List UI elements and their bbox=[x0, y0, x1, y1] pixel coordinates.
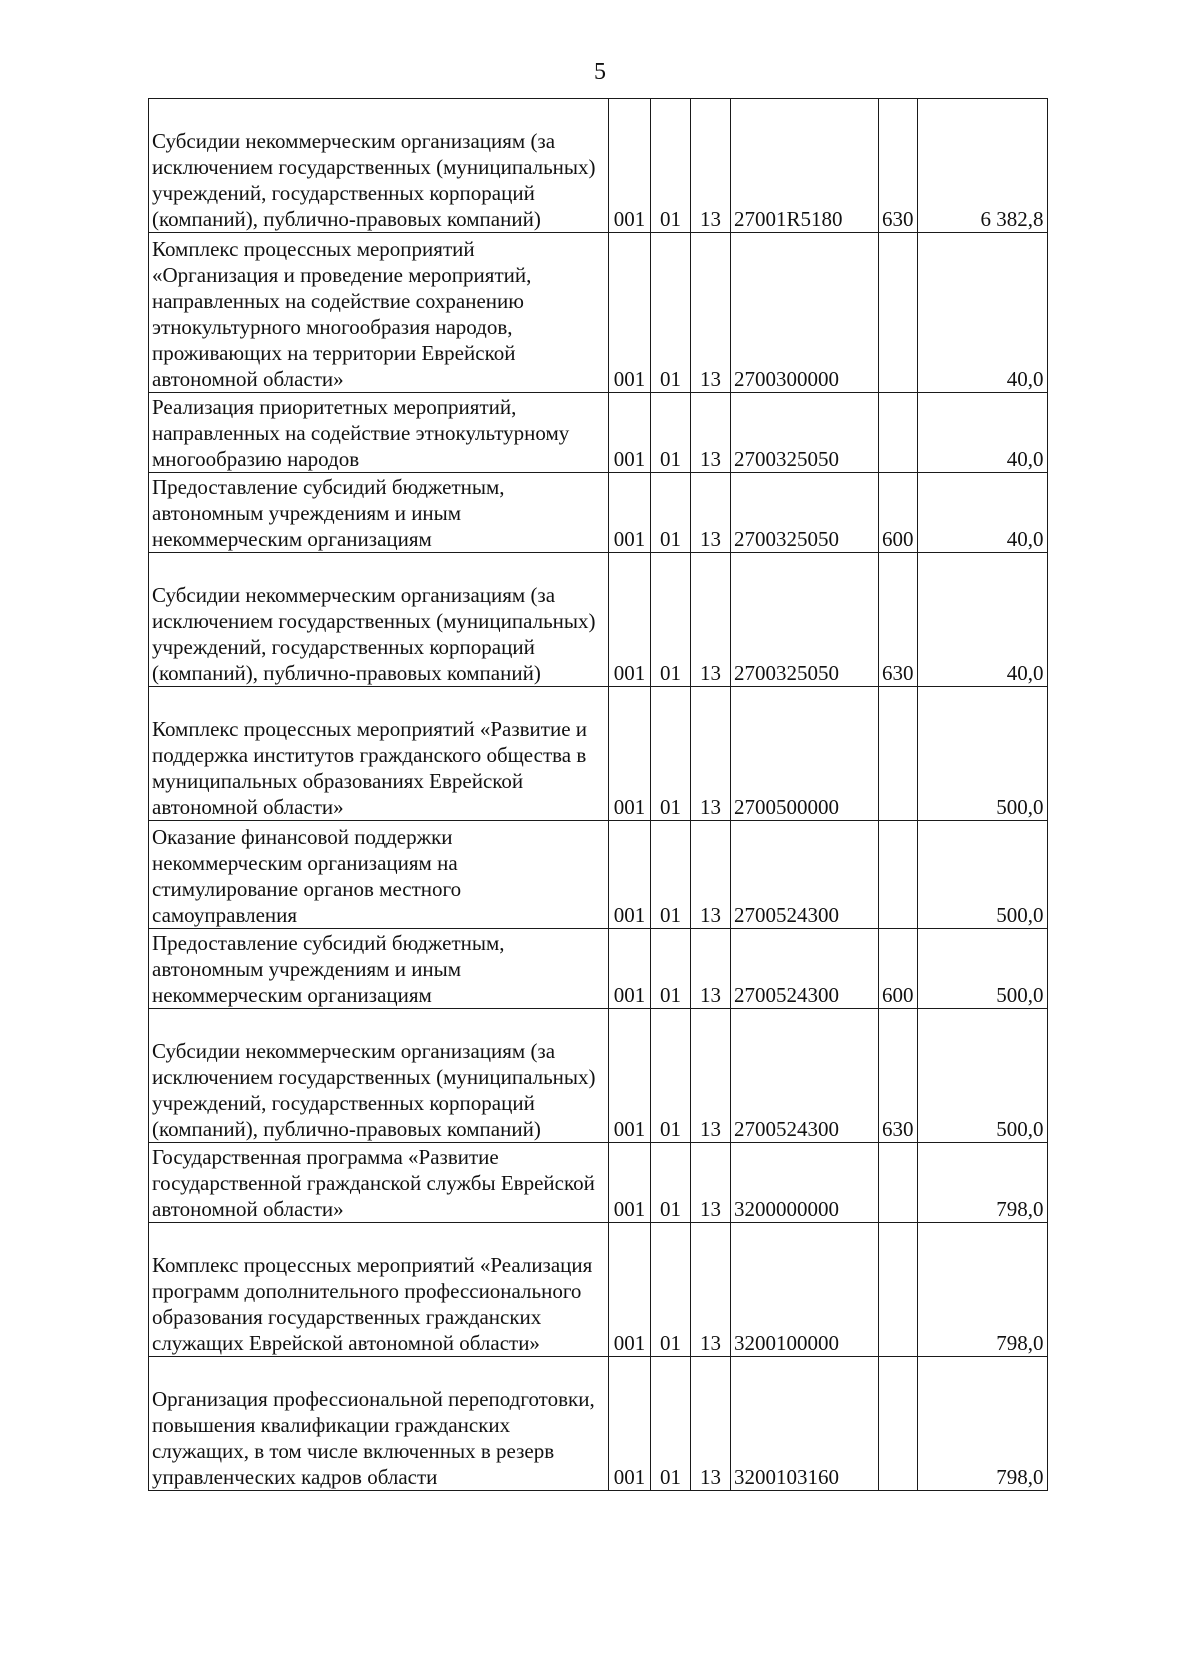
amount: 40,0 bbox=[917, 473, 1047, 553]
table-row bbox=[149, 1143, 1048, 1223]
expense-type bbox=[879, 821, 918, 929]
target-article: 27001R5180 bbox=[731, 99, 879, 233]
subsection-code: 13 bbox=[691, 1357, 731, 1491]
budget-table bbox=[148, 98, 1048, 1491]
item-name: Субсидии некоммерческим организациям (за исключением государственных (муниципальных) учреждений, государственных корпораций (компаний), публично-правовых компаний) bbox=[149, 553, 609, 687]
section-code: 01 bbox=[651, 1223, 691, 1357]
item-name: Комплекс процессных мероприятий «Развитие и поддержка институтов гражданского общества в муниципальных образованиях Еврейской автономной области» bbox=[149, 687, 609, 821]
subsection-code: 13 bbox=[691, 821, 731, 929]
item-name: Предоставление субсидий бюджетным, автономным учреждениям и иным некоммерческим организациям bbox=[149, 929, 609, 1009]
target-article: 3200103160 bbox=[731, 1357, 879, 1491]
expense-type bbox=[879, 687, 918, 821]
ministry-code: 001 bbox=[609, 1223, 651, 1357]
section-code: 01 bbox=[651, 1009, 691, 1143]
expense-type bbox=[879, 1143, 918, 1223]
target-article: 2700325050 bbox=[731, 553, 879, 687]
section-code: 01 bbox=[651, 99, 691, 233]
item-name: Комплекс процессных мероприятий «Реализация программ дополнительного профессионального образования государственных гражданских служащих Еврейской автономной области» bbox=[149, 1223, 609, 1357]
item-name: Комплекс процессных мероприятий «Организация и проведение мероприятий, направленных на содействие сохранению этнокультурного многообразия народов, проживающих на территории Еврейской автономной области» bbox=[149, 233, 609, 393]
subsection-code: 13 bbox=[691, 393, 731, 473]
table-row bbox=[149, 1223, 1048, 1357]
page-number: 5 bbox=[594, 59, 606, 85]
subsection-code: 13 bbox=[691, 233, 731, 393]
expense-type: 630 bbox=[879, 553, 918, 687]
amount: 40,0 bbox=[917, 393, 1047, 473]
target-article: 2700300000 bbox=[731, 233, 879, 393]
subsection-code: 13 bbox=[691, 553, 731, 687]
table-row bbox=[149, 1357, 1048, 1491]
subsection-code: 13 bbox=[691, 929, 731, 1009]
item-name: Государственная программа «Развитие государственной гражданской службы Еврейской автономной области» bbox=[149, 1143, 609, 1223]
target-article: 2700325050 bbox=[731, 393, 879, 473]
item-name: Оказание финансовой поддержки некоммерческим организациям на стимулирование органов местного самоуправления bbox=[149, 821, 609, 929]
expense-type: 630 bbox=[879, 1009, 918, 1143]
ministry-code: 001 bbox=[609, 687, 651, 821]
subsection-code: 13 bbox=[691, 473, 731, 553]
expense-type: 630 bbox=[879, 99, 918, 233]
section-code: 01 bbox=[651, 233, 691, 393]
amount: 40,0 bbox=[917, 233, 1047, 393]
amount: 798,0 bbox=[917, 1143, 1047, 1223]
amount: 40,0 bbox=[917, 553, 1047, 687]
ministry-code: 001 bbox=[609, 473, 651, 553]
item-name: Организация профессиональной переподготовки, повышения квалификации гражданских служащих, в том числе включенных в резерв управленческих кадров области bbox=[149, 1357, 609, 1491]
ministry-code: 001 bbox=[609, 929, 651, 1009]
ministry-code: 001 bbox=[609, 821, 651, 929]
ministry-code: 001 bbox=[609, 1357, 651, 1491]
ministry-code: 001 bbox=[609, 233, 651, 393]
subsection-code: 13 bbox=[691, 1223, 731, 1357]
table-row bbox=[149, 553, 1048, 687]
ministry-code: 001 bbox=[609, 99, 651, 233]
table-row bbox=[149, 473, 1048, 553]
table-row bbox=[149, 929, 1048, 1009]
table-row bbox=[149, 687, 1048, 821]
section-code: 01 bbox=[651, 553, 691, 687]
amount: 500,0 bbox=[917, 1009, 1047, 1143]
amount: 500,0 bbox=[917, 687, 1047, 821]
amount: 798,0 bbox=[917, 1357, 1047, 1491]
budget-table-body bbox=[149, 99, 1048, 1491]
ministry-code: 001 bbox=[609, 1143, 651, 1223]
item-name: Субсидии некоммерческим организациям (за исключением государственных (муниципальных) учреждений, государственных корпораций (компаний), публично-правовых компаний) bbox=[149, 1009, 609, 1143]
target-article: 2700524300 bbox=[731, 1009, 879, 1143]
section-code: 01 bbox=[651, 1143, 691, 1223]
section-code: 01 bbox=[651, 929, 691, 1009]
expense-type: 600 bbox=[879, 929, 918, 1009]
table-row bbox=[149, 393, 1048, 473]
amount: 6 382,8 bbox=[917, 99, 1047, 233]
section-code: 01 bbox=[651, 393, 691, 473]
target-article: 3200000000 bbox=[731, 1143, 879, 1223]
section-code: 01 bbox=[651, 473, 691, 553]
subsection-code: 13 bbox=[691, 1009, 731, 1143]
subsection-code: 13 bbox=[691, 1143, 731, 1223]
section-code: 01 bbox=[651, 1357, 691, 1491]
ministry-code: 001 bbox=[609, 1009, 651, 1143]
expense-type: 600 bbox=[879, 473, 918, 553]
expense-type bbox=[879, 393, 918, 473]
ministry-code: 001 bbox=[609, 393, 651, 473]
expense-type bbox=[879, 1223, 918, 1357]
target-article: 2700500000 bbox=[731, 687, 879, 821]
subsection-code: 13 bbox=[691, 687, 731, 821]
table-row bbox=[149, 1009, 1048, 1143]
section-code: 01 bbox=[651, 687, 691, 821]
expense-type bbox=[879, 233, 918, 393]
subsection-code: 13 bbox=[691, 99, 731, 233]
section-code: 01 bbox=[651, 821, 691, 929]
item-name: Реализация приоритетных мероприятий, направленных на содействие этнокультурному многообразию народов bbox=[149, 393, 609, 473]
item-name: Предоставление субсидий бюджетным, автономным учреждениям и иным некоммерческим организациям bbox=[149, 473, 609, 553]
table-row bbox=[149, 99, 1048, 233]
target-article: 2700325050 bbox=[731, 473, 879, 553]
target-article: 3200100000 bbox=[731, 1223, 879, 1357]
amount: 500,0 bbox=[917, 821, 1047, 929]
target-article: 2700524300 bbox=[731, 929, 879, 1009]
amount: 798,0 bbox=[917, 1223, 1047, 1357]
table-row bbox=[149, 233, 1048, 393]
expense-type bbox=[879, 1357, 918, 1491]
item-name: Субсидии некоммерческим организациям (за исключением государственных (муниципальных) учреждений, государственных корпораций (компаний), публично-правовых компаний) bbox=[149, 99, 609, 233]
amount: 500,0 bbox=[917, 929, 1047, 1009]
ministry-code: 001 bbox=[609, 553, 651, 687]
table-row bbox=[149, 821, 1048, 929]
target-article: 2700524300 bbox=[731, 821, 879, 929]
